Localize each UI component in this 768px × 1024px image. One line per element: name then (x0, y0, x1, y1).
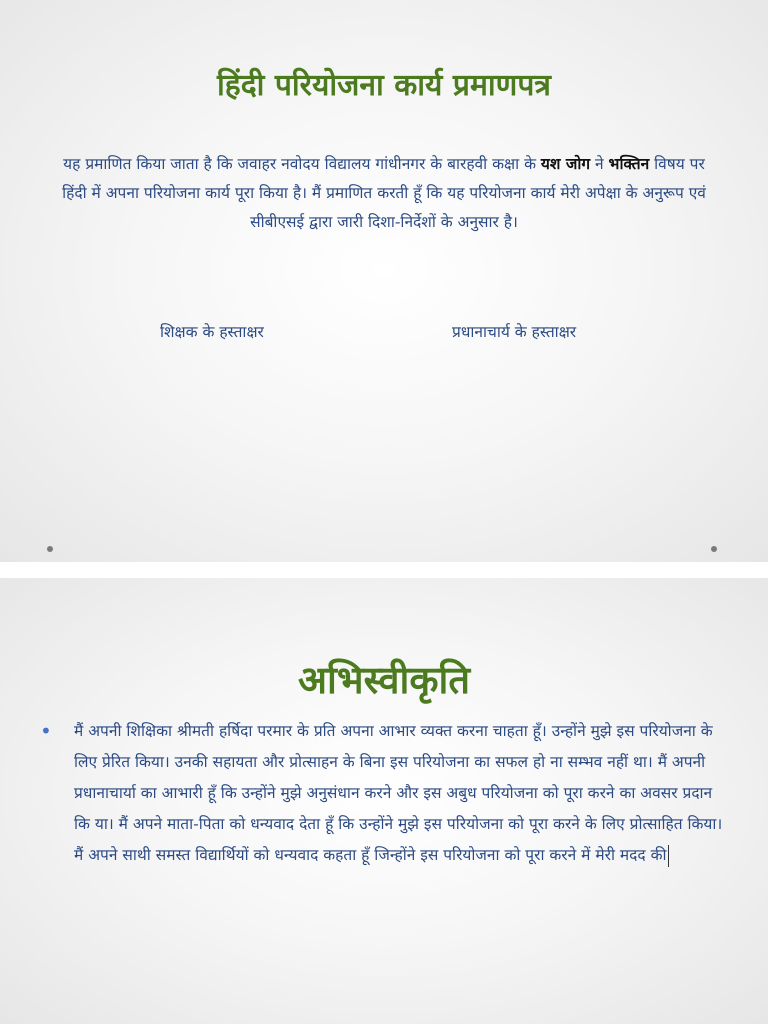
divider-dot-right (711, 546, 717, 552)
certificate-text-part3: विषय पर हिंदी में अपना परियोजना कार्य पूरा किया है। मैं प्रमाणित करती हूँ कि यह परियोजना कार्य मेरी अपेक्षा के अनुरूप एवं सीबीएसई द्वारा जारी दिशा-निर्देशों के अनुसार है। (62, 155, 706, 231)
certificate-text-part2: ने (590, 155, 609, 173)
principal-signature-label: प्रधानाचार्य के हस्ताक्षर (452, 323, 577, 341)
certificate-title: हिंदी परियोजना कार्य प्रमाणपत्र (217, 68, 551, 103)
certificate-text-part1: यह प्रमाणित किया जाता है कि जवाहर नवोदय विद्यालय गांधीनगर के बारहवी कक्षा के (63, 155, 541, 173)
divider-dot-left (47, 546, 53, 552)
acknowledgement-paragraph: मैं अपनी शिक्षिका श्रीमती हर्षिदा परमार के प्रति अपना आभार व्यक्त करना चाहता हूँ। उन्होंने मुझे इस परियोजना के लिए प्रेरित किया। उनकी सहायता और प्रोत्साहन के बिना इस परियोजना का सफल हो ना सम्भव नहीं था। मैं अपनी प्रधानाचार्या का आभारी हूँ कि उन्होंने मुझे अनुसंधान करने और इस अबुध परियोजना को पूरा करने का अवसर प्रदान कि या। मैं अपने माता-पिता को धन्यवाद देता हूँ कि उन्होंने मुझे इस परियोजना को पूरा करने के लिए प्रोत्साहित किया। मैं अपने साथी समस्त विद्यार्थियों को धन्यवाद कहता हूँ जिन्होंने इस परियोजना को पूरा करने में मेरी मदद की (74, 722, 723, 864)
slide-divider (0, 562, 768, 578)
acknowledgement-title: अभिस्वीकृति (297, 658, 471, 702)
project-topic: भक्तिन (608, 155, 650, 173)
acknowledgement-text (74, 716, 728, 871)
student-name: यश जोग (540, 155, 591, 173)
certificate-text (50, 150, 718, 237)
text-cursor-icon (668, 845, 669, 867)
teacher-signature-label: शिक्षक के हस्ताक्षर (160, 323, 264, 341)
bullet-icon: • (40, 719, 52, 743)
